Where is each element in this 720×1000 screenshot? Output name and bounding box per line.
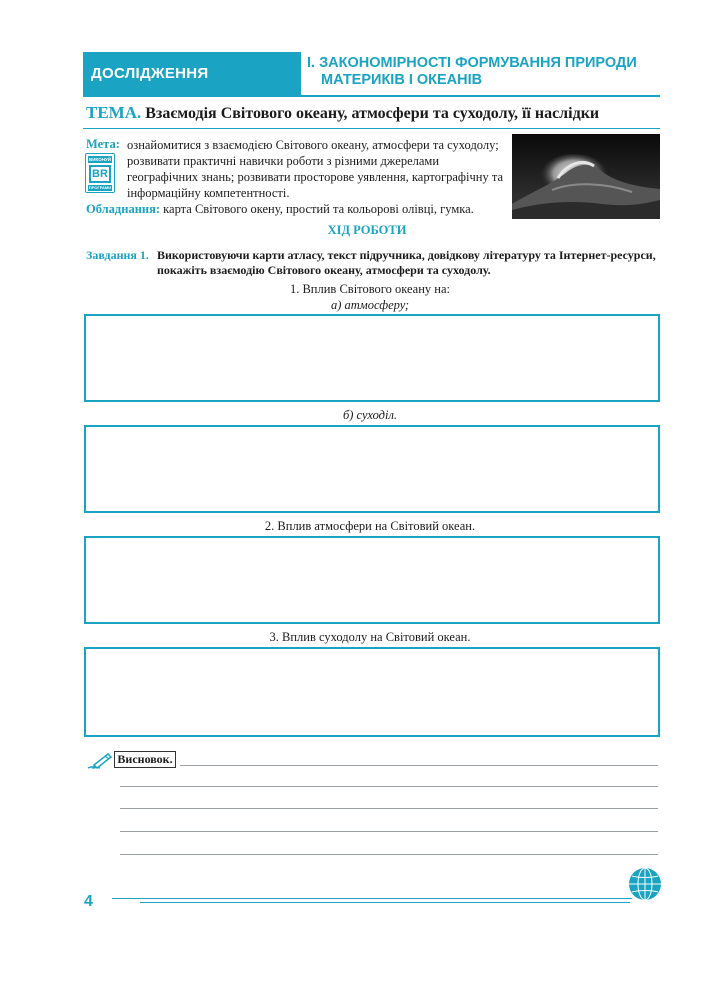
- page-number: 4: [84, 893, 93, 910]
- writing-line[interactable]: [120, 831, 658, 832]
- writing-line[interactable]: [120, 854, 658, 855]
- section1-title: 1. Вплив Світового океану на:: [289, 282, 451, 296]
- chapter-title: [307, 55, 667, 89]
- badge-bottom-text: ПРОГРАМИ: [88, 185, 112, 190]
- footer-line: [140, 902, 630, 903]
- answer-box-atmosphere[interactable]: [84, 314, 660, 402]
- writing-line[interactable]: [120, 808, 658, 809]
- topic-label: ТЕМА.: [86, 103, 142, 122]
- chapter-title-line1: І. ЗАКОНОМІРНОСТІ ФОРМУВАННЯ ПРИРОДИ: [307, 55, 637, 71]
- task1-label: Завдання 1.: [86, 248, 149, 262]
- topic-heading: [86, 103, 666, 123]
- chapter-title-line2: МАТЕРИКІВ І ОКЕАНІВ: [321, 72, 483, 88]
- section2-title: 2. Вплив атмосфери на Світовий океан.: [264, 519, 476, 533]
- writing-line[interactable]: [180, 765, 658, 766]
- section-label: ДОСЛІДЖЕННЯ: [83, 52, 301, 95]
- equipment-label: Обладнання:: [86, 202, 161, 216]
- goal-text: ознайомитися з взаємодією Світового океану, атмосфери та суходолу; розвивати практичні навички роботи з різними джерелами географічних знань; розвивати просторове уявлення, картографічну та інформаційну компетентності.: [127, 138, 503, 200]
- badge-mid-text: BR: [89, 165, 111, 183]
- answer-box-atmosphere-on-ocean[interactable]: [84, 536, 660, 624]
- task1-text: Використовуючи карти атласу, текст підручника, довідкову літературу та Інтернет-ресурси, покажіть взаємодію Світового океану, атмосфери та суходолу.: [157, 248, 656, 277]
- equipment-text: карта Світового окену, простий та кольорові олівці, гумка.: [163, 202, 474, 216]
- goal-label: Мета:: [86, 137, 120, 151]
- writing-line[interactable]: [120, 786, 658, 787]
- header-divider: [83, 95, 660, 97]
- topic-divider: [83, 128, 660, 129]
- conclusion-label: Висновок.: [114, 751, 176, 768]
- section1a-caption: а) атмосферу;: [330, 298, 410, 312]
- badge-icon: [85, 153, 115, 193]
- ocean-wave-photo: [512, 134, 660, 219]
- answer-box-land-on-ocean[interactable]: [84, 647, 660, 737]
- answer-box-land[interactable]: [84, 425, 660, 513]
- globe-icon: [627, 866, 663, 902]
- badge-top-text: ВИКОНУЙ: [88, 157, 111, 162]
- procedure-title: ХІД РОБОТИ: [327, 223, 407, 237]
- equipment: [86, 202, 516, 217]
- section3-title: 3. Вплив суходолу на Світовий океан.: [269, 630, 471, 644]
- section1b-caption: б) суходіл.: [342, 408, 398, 422]
- pen-icon: [86, 751, 114, 771]
- footer-line: [112, 898, 632, 899]
- topic-title: Взаємодія Світового океану, атмосфери та суходолу, її наслідки: [145, 105, 600, 122]
